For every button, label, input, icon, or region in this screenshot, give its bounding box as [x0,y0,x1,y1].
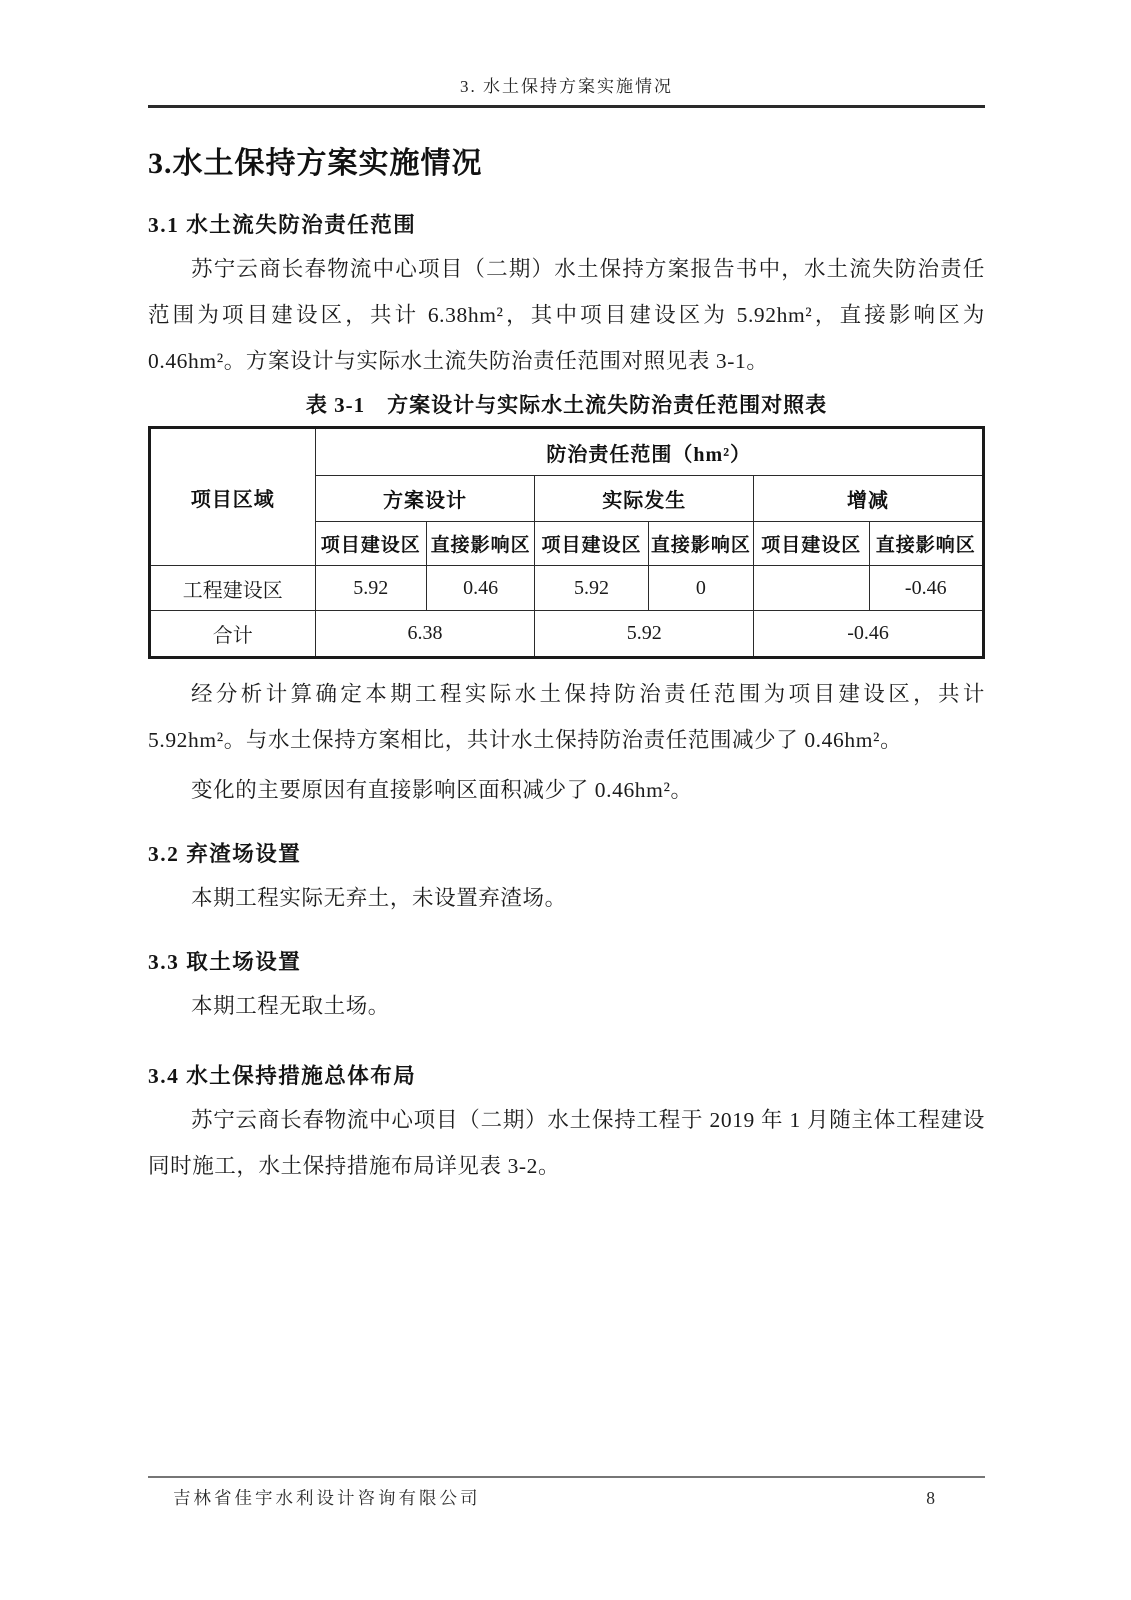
section-3-1-paragraph-3: 变化的主要原因有直接影响区面积减少了 0.46hm²。 [191,778,693,802]
chapter-title: 3.水土保持方案实施情况 [148,147,483,180]
header-cell-design-build: 项目建设区 [315,522,426,566]
footer-company-name: 吉林省佳宇水利设计咨询有限公司 [173,1488,481,1508]
running-header [148,0,985,108]
cell-change-build [754,566,869,611]
cell-change-total: -0.46 [754,611,984,658]
running-header-title: 3. 水土保持方案实施情况 [460,77,673,96]
cell-design-total: 6.38 [315,611,535,658]
row-label: 合计 [150,611,316,658]
section-3-4-paragraph-1: 苏宁云商长春物流中心项目（二期）水土保持工程于 2019 年 1 月随主体工程建设同时施工，水土保持措施布局详见表 3-2。 [148,1108,985,1178]
header-cell-design-influence: 直接影响区 [426,522,534,566]
cell-design-build: 5.92 [315,566,426,611]
header-cell-change: 增减 [754,476,984,522]
section-3-1-paragraph-1: 苏宁云商长春物流中心项目（二期）水土保持方案报告书中，水土流失防治责任范围为项目建设区，共计 6.38hm²，其中项目建设区为 5.92hm²，直接影响区为 0.46hm²。方案设计与实际水土流失防治责任范围对照见表 3-1。 [148,257,985,373]
section-3-4-heading: 3.4 水土保持措施总体布局 [148,1064,417,1088]
header-cell-actual: 实际发生 [535,476,754,522]
section-3-3-paragraph-1: 本期工程无取土场。 [191,994,390,1018]
header-cell-project-area: 项目区域 [150,428,316,566]
page-footer [148,1476,985,1510]
cell-actual-influence: 0 [648,566,753,611]
section-3-1-heading: 3.1 水土流失防治责任范围 [148,213,417,237]
header-cell-design: 方案设计 [315,476,535,522]
section-3-1-paragraph-2: 经分析计算确定本期工程实际水土保持防治责任范围为项目建设区，共计 5.92hm²。与水土保持方案相比，共计水土保持防治责任范围减少了 0.46hm²。 [148,682,985,752]
cell-actual-build: 5.92 [535,566,648,611]
header-cell-scope: 防治责任范围（hm²） [315,428,983,476]
responsibility-scope-table [148,426,985,659]
cell-actual-total: 5.92 [535,611,754,658]
page-content [148,0,985,1189]
section-3-2-heading: 3.2 弃渣场设置 [148,842,302,866]
row-label: 工程建设区 [150,566,316,611]
cell-design-influence: 0.46 [426,566,534,611]
table-row-construction-area [150,566,984,611]
section-3-2-paragraph-1: 本期工程实际无弃土，未设置弃渣场。 [191,886,567,910]
header-cell-actual-influence: 直接影响区 [648,522,753,566]
table-3-1-caption: 表 3-1 方案设计与实际水土流失防治责任范围对照表 [305,393,828,417]
section-3-3-heading: 3.3 取土场设置 [148,950,302,974]
table-header-row-1 [150,428,984,476]
header-cell-actual-build: 项目建设区 [535,522,648,566]
cell-change-influence: -0.46 [869,566,983,611]
header-cell-change-build: 项目建设区 [754,522,869,566]
footer-page-number: 8 [926,1488,935,1508]
table-row-total [150,611,984,658]
header-cell-change-influence: 直接影响区 [869,522,983,566]
